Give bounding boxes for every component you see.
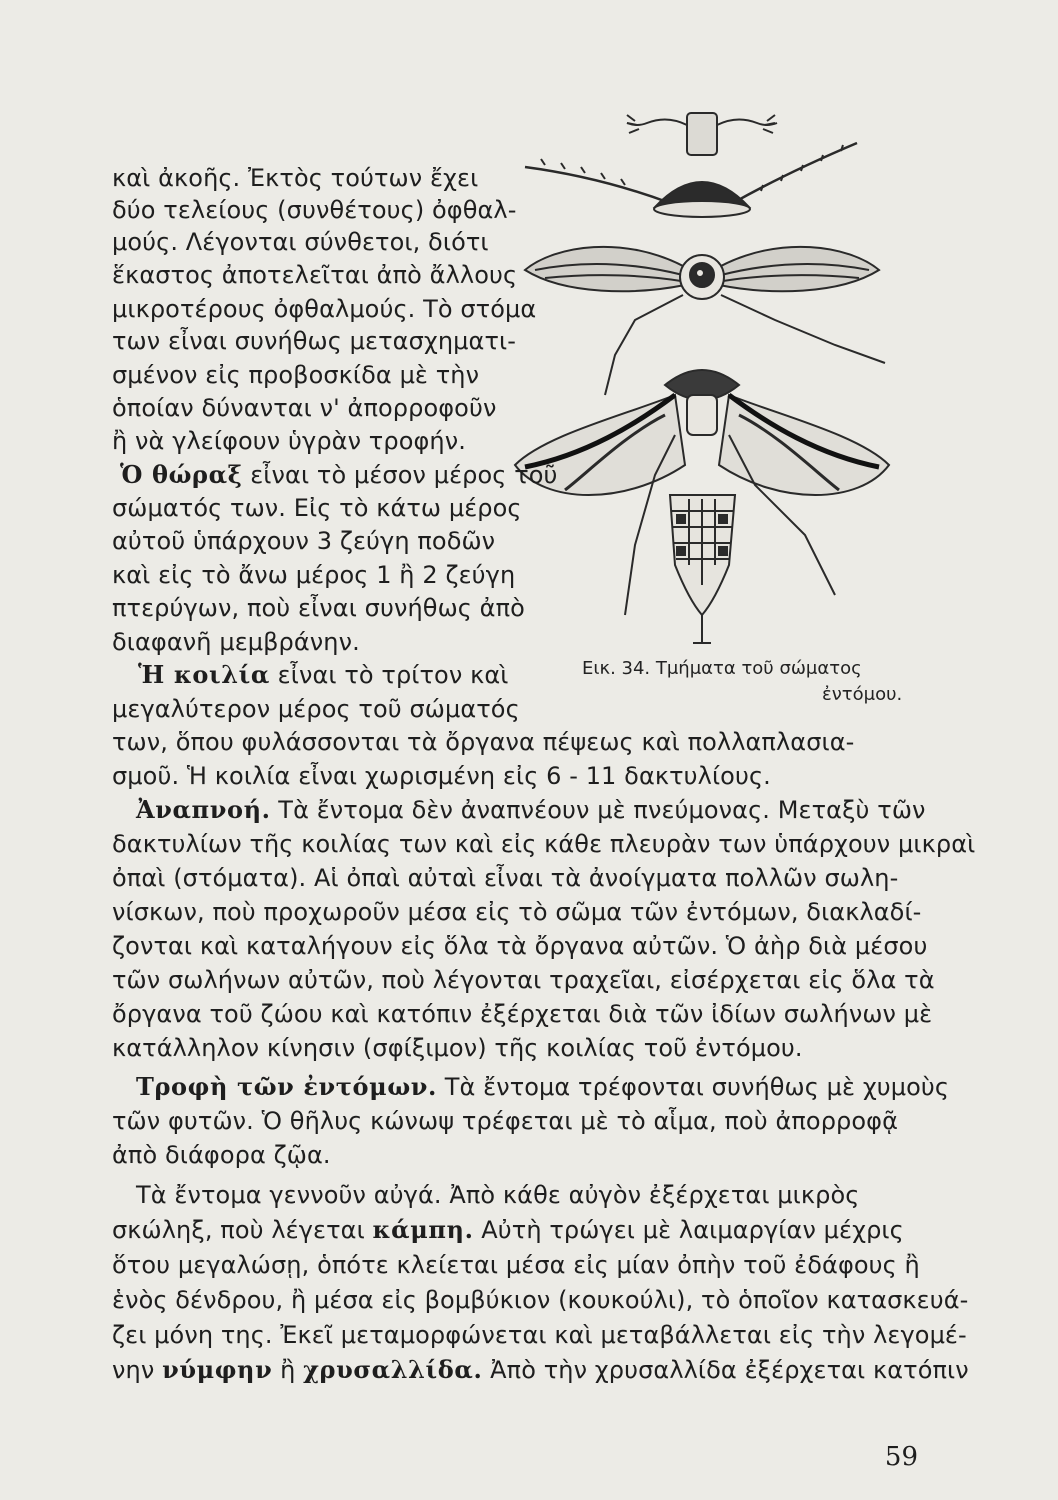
text-line: καὶ εἰς τὸ ἄνω μέρος 1 ἢ 2 ζεύγη (112, 561, 516, 589)
text-line: πτερύγων, ποὺ εἶναι συνήθως ἀπὸ (112, 594, 525, 622)
text-fragment: εἶναι τὸ τρίτον καὶ (269, 661, 509, 689)
insect-abdomen-icon (670, 495, 735, 643)
text-line: των εἶναι συνήθως μετασχηματι- (112, 327, 516, 355)
page-number: 59 (884, 1442, 918, 1472)
heading-insect-nutrition: Τροφὴ τῶν ἐντόμων. (136, 1072, 437, 1101)
text-line: ζονται καὶ καταλήγουν εἰς ὅλα τὰ ὄργανα αὐτῶν. Ὁ ἀὴρ διὰ μέσου (112, 932, 928, 960)
figure-caption-line-2: ἐντόμου. (822, 684, 903, 705)
text-line: ἢ νὰ γλείφουν ὑγρὰν τροφήν. (112, 427, 466, 455)
term-chrysalis: χρυσαλλίδα. (303, 1355, 483, 1384)
term-abdomen: Ἡ κοιλία (138, 660, 270, 689)
text-fragment: Ἀπὸ τὴν χρυσαλλίδα ἐξέρχεται κατόπιν (482, 1356, 969, 1384)
text-line: σμοῦ. Ἡ κοιλία εἶναι χωρισμένη εἰς 6 - 11 δακτυλίους. (112, 762, 771, 790)
term-thorax: Ὁ θώραξ (120, 460, 243, 489)
insect-body-parts-illustration (505, 95, 925, 655)
text-fragment: εἶναι τὸ μέσον μέρος τοῦ (242, 461, 558, 489)
text-line: των, ὅπου φυλάσσονται τὰ ὄργανα πέψεως καὶ πολλαπλασια- (112, 728, 855, 756)
text-fragment: νην (112, 1356, 163, 1384)
text-line: τῶν φυτῶν. Ὁ θῆλυς κώνωψ τρέφεται μὲ τὸ αἷμα, ποὺ ἀπορροφᾷ (112, 1107, 899, 1135)
text-line: ὁποίαν δύνανται ν' ἀπορροφοῦν (112, 394, 497, 422)
text-line (112, 1355, 969, 1385)
text-line: καὶ ἀκοῆς. Ἐκτὸς τούτων ἔχει (112, 164, 479, 192)
text-line: μούς. Λέγονται σύνθετοι, διότι (112, 228, 489, 256)
figure-caption-line-1: Εικ. 34. Τμήματα τοῦ σώματος (582, 658, 862, 679)
heading-respiration: Ἀναπνοή. (136, 795, 271, 824)
text-line: ἕκαστος ἀποτελεῖται ἀπὸ ἄλλους (112, 261, 518, 289)
insect-head-antennae-icon (525, 113, 857, 217)
text-fragment: Τὰ ἔντομα δὲν ἀναπνέουν μὲ πνεύμονας. Μεταξὺ τῶν (270, 796, 926, 824)
text-line: ὀπαὶ (στόματα). Αἱ ὀπαὶ αὐταὶ εἶναι τὰ ἀνοίγματα πολλῶν σωλη- (112, 864, 899, 892)
text-line: μεγαλύτερον μέρος τοῦ σώματός (112, 695, 520, 723)
text-line (120, 460, 558, 490)
text-line: σμένον εἰς προβοσκίδα μὲ τὴν (112, 361, 480, 389)
text-line: ζει μόνη της. Ἐκεῖ μεταμορφώνεται καὶ μεταβάλλεται εἰς τὴν λεγομέ- (112, 1321, 967, 1349)
text-line (136, 1072, 950, 1102)
text-line: κατάλληλον κίνησιν (σφίξιμον) τῆς κοιλίας τοῦ ἐντόμου. (112, 1034, 803, 1062)
text-line: δύο τελείους (συνθέτους) ὀφθαλ- (112, 196, 517, 224)
text-line (138, 660, 518, 690)
text-line: τῶν σωλήνων αὐτῶν, ποὺ λέγονται τραχεῖαι, εἰσέρχεται εἰς ὅλα τὰ (112, 966, 935, 994)
text-fragment: σκώληξ, ποὺ λέγεται (112, 1216, 373, 1244)
text-line: ὅτου μεγαλώσῃ, ὁπότε κλείεται μέσα εἰς μίαν ὀπὴν τοῦ ἐδάφους ἢ (112, 1251, 920, 1279)
text-line: ἀπὸ διάφορα ζῷα. (112, 1141, 331, 1169)
text-line: ἑνὸς δένδρου, ἢ μέσα εἰς βομβύκιον (κουκούλι), τὸ ὁποῖον κατασκευά- (112, 1286, 969, 1314)
text-line: μικροτέρους ὀφθαλμούς. Τὸ στόμα (112, 295, 537, 323)
text-line (136, 795, 944, 825)
term-caterpillar: κάμπη. (372, 1215, 474, 1244)
text-line (112, 1215, 920, 1245)
text-line: διαφανῆ μεμβράνην. (112, 628, 360, 656)
text-line: δακτυλίων τῆς κοιλίας των καὶ εἰς κάθε πλευρὰν των ὑπάρχουν μικραὶ (112, 830, 976, 858)
text-line: Τὰ ἔντομα γεννοῦν αὐγά. Ἀπὸ κάθε αὐγὸν ἐξέρχεται μικρὸς (136, 1181, 860, 1209)
text-line: ὄργανα τοῦ ζώου καὶ κατόπιν ἐξέρχεται διὰ τῶν ἰδίων σωλήνων μὲ (112, 1000, 933, 1028)
text-fragment: Αὐτὴ τρώγει μὲ λαιμαργίαν μέχρις (473, 1216, 904, 1244)
text-line: νίσκων, ποὺ προχωροῦν μέσα εἰς τὸ σῶμα τῶν ἐντόμων, διακλαδί- (112, 898, 922, 926)
text-fragment: ἢ (272, 1356, 304, 1384)
text-fragment: Τὰ ἔντομα τρέφονται συνήθως μὲ χυμοὺς (436, 1073, 950, 1101)
text-line: αὐτοῦ ὑπάρχουν 3 ζεύγη ποδῶν (112, 527, 496, 555)
text-line: σώματός των. Εἰς τὸ κάτω μέρος (112, 494, 522, 522)
term-nymph: νύμφην (162, 1355, 273, 1384)
